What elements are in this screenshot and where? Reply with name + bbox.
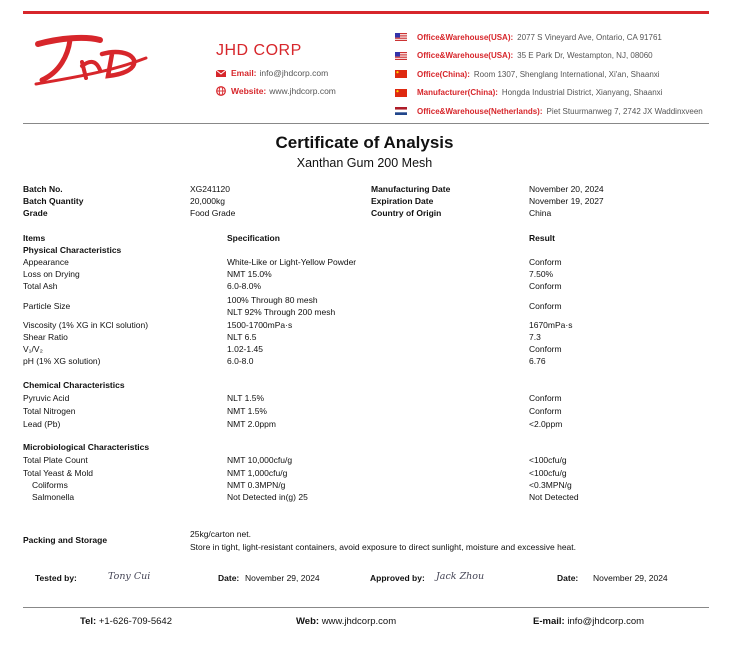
table-row-spec: NMT 1.5% xyxy=(227,406,267,416)
table-row-result: <0.3MPN/g xyxy=(529,480,572,490)
header-website[interactable] xyxy=(216,86,336,96)
footer-tel xyxy=(80,616,172,627)
approved-by-label: Approved by: xyxy=(370,573,425,583)
exp-date-label: Expiration Date xyxy=(371,196,434,206)
table-row-item: Pyruvic Acid xyxy=(23,393,70,403)
table-row-spec: 100% Through 80 mesh xyxy=(227,295,318,305)
table-row-result: <100cfu/g xyxy=(529,468,567,478)
table-row-item: Total Nitrogen xyxy=(23,406,76,416)
grade-value: Food Grade xyxy=(190,208,236,218)
header-top-rule xyxy=(23,11,709,14)
tested-by-signature: Tony Cui xyxy=(108,571,151,582)
table-row-spec: 1.02-1.45 xyxy=(227,344,263,354)
origin-value: China xyxy=(529,208,552,218)
footer-email-label: E-mail: xyxy=(533,616,565,627)
batch-qty-value: 20,000kg xyxy=(190,196,225,206)
office-item xyxy=(395,102,703,121)
table-row-item: Loss on Drying xyxy=(23,269,80,279)
table-row-spec: NMT 0.3MPN/g xyxy=(227,480,286,490)
table-row-item: Lead (Pb) xyxy=(23,419,61,429)
china-flag-icon xyxy=(395,89,407,97)
approved-by-signature: Jack Zhou xyxy=(436,571,485,582)
table-row-item: V₁/V₂ xyxy=(23,344,43,354)
batch-no-value: XG241120 xyxy=(190,184,231,194)
packing-line2: Store in tight, light-resistant containers, avoid exposure to direct sunlight, moisture and excessive heat. xyxy=(190,542,577,552)
table-row-spec: White-Like or Light-Yellow Powder xyxy=(227,257,357,267)
office-label: Office(China): xyxy=(417,69,470,79)
table-row-result: 6.76 xyxy=(529,356,546,366)
office-list xyxy=(395,28,703,121)
table-row-result: Conform xyxy=(529,257,562,267)
office-address: Piet Stuurmanweg 7, 2742 JX Waddinxveen xyxy=(546,106,703,116)
office-address: 35 E Park Dr, Westampton, NJ, 08060 xyxy=(517,51,653,61)
china-flag-icon xyxy=(395,70,407,78)
date-value-1: November 29, 2024 xyxy=(245,573,320,583)
office-item xyxy=(395,65,703,84)
tel-value: +1-626-709-5642 xyxy=(98,616,172,627)
table-row-item: Shear Ratio xyxy=(23,332,68,342)
table-row-item: Total Yeast & Mold xyxy=(23,468,93,478)
col-items-header: Items xyxy=(23,233,46,243)
company-name: JHD CORP xyxy=(216,42,302,59)
website-label: Website: xyxy=(231,86,267,96)
office-item xyxy=(395,47,703,66)
footer-email-value: info@jhdcorp.com xyxy=(567,616,645,627)
table-row-spec: Not Detected in(g) 25 xyxy=(227,492,308,502)
table-row-result: Not Detected xyxy=(529,492,579,502)
table-row-spec: NMT 10,000cfu/g xyxy=(227,455,293,465)
date-label-2: Date: xyxy=(557,573,579,583)
table-row-item: Particle Size xyxy=(23,301,71,311)
header-email[interactable] xyxy=(216,68,328,78)
netherlands-flag-icon xyxy=(395,107,407,115)
table-row-spec: 6.0-8.0% xyxy=(227,281,262,291)
table-row-result: 7.3 xyxy=(529,332,541,342)
col-spec-header: Specification xyxy=(227,233,280,243)
origin-label: Country of Origin xyxy=(371,208,442,218)
office-label: Office&Warehouse(Netherlands): xyxy=(417,106,543,116)
micro-heading: Microbiological Characteristics xyxy=(23,442,150,452)
grade-label: Grade xyxy=(23,208,48,218)
table-row-item: Appearance xyxy=(23,257,69,267)
office-label: Office&Warehouse(USA): xyxy=(417,32,514,42)
table-row-item: Salmonella xyxy=(32,492,75,502)
table-row-item: Total Plate Count xyxy=(23,455,88,465)
office-label: Manufacturer(China): xyxy=(417,88,498,98)
footer-email[interactable] xyxy=(533,616,644,627)
globe-icon xyxy=(216,86,226,96)
table-row-spec: NMT 15.0% xyxy=(227,269,272,279)
tel-label: Tel: xyxy=(80,616,97,627)
table-row-result: 1670mPa·s xyxy=(529,320,573,330)
table-row-result: <2.0ppm xyxy=(529,419,563,429)
table-row-item: Total Ash xyxy=(23,281,58,291)
usa-flag-icon xyxy=(395,33,407,41)
office-item xyxy=(395,28,703,47)
header-divider xyxy=(23,123,709,124)
website-value: www.jhdcorp.com xyxy=(269,86,336,96)
email-label: Email: xyxy=(231,68,257,78)
batch-no-label: Batch No. xyxy=(23,184,63,194)
table-row-result: <100cfu/g xyxy=(529,455,567,465)
office-address: Room 1307, Shenglang International, Xi'an, Shaanxi xyxy=(473,69,660,79)
document-title: Certificate of Analysis xyxy=(275,133,454,152)
office-address: Hongda Industrial District, Xianyang, Shaanxi xyxy=(501,88,663,98)
col-result-header: Result xyxy=(529,233,555,243)
mfg-date-value: November 20, 2024 xyxy=(529,184,604,194)
packing-line1: 25kg/carton net. xyxy=(190,529,251,539)
date-label-1: Date: xyxy=(218,573,240,583)
mfg-date-label: Manufacturing Date xyxy=(371,184,451,194)
table-row-result: Conform xyxy=(529,393,562,403)
physical-heading: Physical Characteristics xyxy=(23,245,122,255)
date-value-2: November 29, 2024 xyxy=(593,573,668,583)
footer-divider xyxy=(23,607,709,608)
table-row-item: Viscosity (1% XG in KCl solution) xyxy=(23,320,149,330)
table-row-result: Conform xyxy=(529,344,562,354)
usa-flag-icon xyxy=(395,52,407,60)
email-value: info@jhdcorp.com xyxy=(259,68,329,78)
table-row-spec-line2: NLT 92% Through 200 mesh xyxy=(227,307,336,317)
footer-web[interactable] xyxy=(296,616,396,627)
tested-by-label: Tested by: xyxy=(35,573,77,583)
table-row-spec: NMT 2.0ppm xyxy=(227,419,276,429)
office-item xyxy=(395,84,703,103)
web-value: www.jhdcorp.com xyxy=(321,616,397,627)
office-address: 2077 S Vineyard Ave, Ontario, CA 91761 xyxy=(517,32,662,42)
table-row-result: 7.50% xyxy=(529,269,554,279)
batch-qty-label: Batch Quantity xyxy=(23,196,84,206)
table-row-result: Conform xyxy=(529,406,562,416)
table-row-item: pH (1% XG solution) xyxy=(23,356,101,366)
office-label: Office&Warehouse(USA): xyxy=(417,51,514,61)
company-logo xyxy=(30,30,150,90)
envelope-icon xyxy=(216,68,226,78)
table-row-spec: 1500-1700mPa·s xyxy=(227,320,293,330)
chemical-heading: Chemical Characteristics xyxy=(23,380,125,390)
web-label: Web: xyxy=(296,616,320,627)
table-row-spec: 6.0-8.0 xyxy=(227,356,254,366)
table-row-result: Conform xyxy=(529,301,562,311)
table-row-spec: NLT 6.5 xyxy=(227,332,257,342)
exp-date-value: November 19, 2027 xyxy=(529,196,604,206)
table-row-item: Coliforms xyxy=(32,480,68,490)
table-row-spec: NMT 1,000cfu/g xyxy=(227,468,288,478)
table-row-spec: NLT 1.5% xyxy=(227,393,265,403)
packing-label: Packing and Storage xyxy=(23,535,108,545)
table-row-result: Conform xyxy=(529,281,562,291)
product-name: Xanthan Gum 200 Mesh xyxy=(296,156,433,170)
